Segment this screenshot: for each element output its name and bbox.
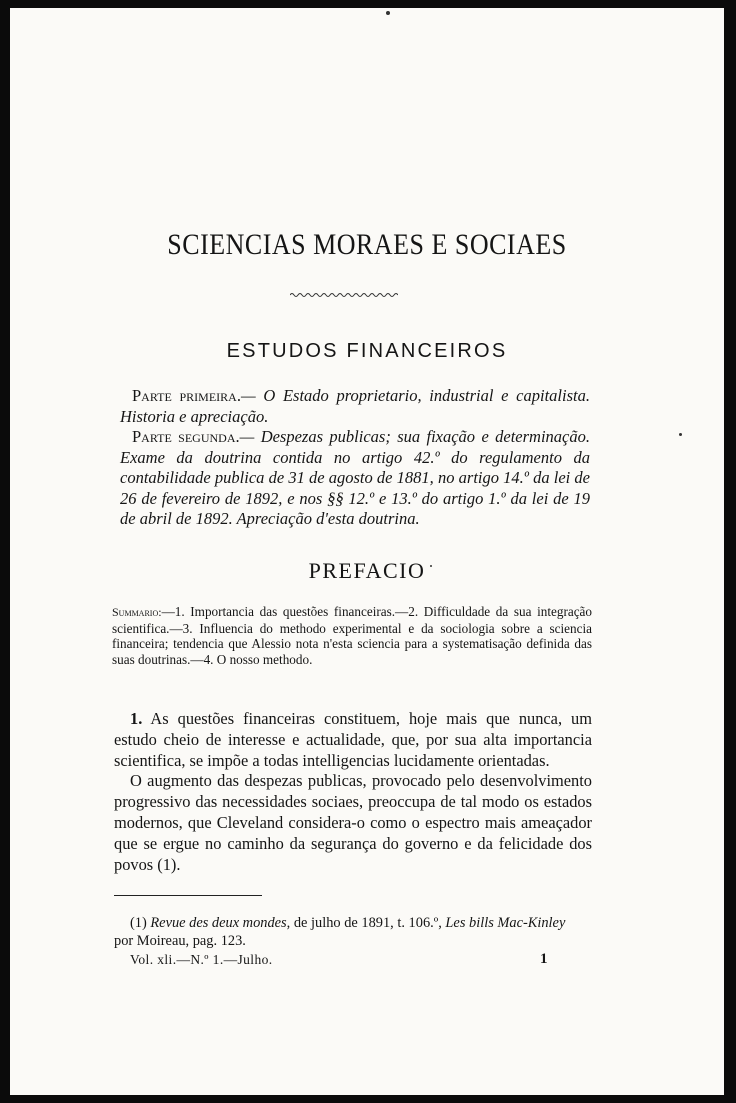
ink-speck: [430, 565, 432, 567]
page-number: 1: [540, 951, 548, 967]
footnote: [114, 914, 594, 950]
part-two-text: — Despezas publicas; sua fixação e determinação. Exame da doutrina contida no artigo 42.º do regulamento da contabilidade publica de 31 de agosto de 1881, no artigo 14.º da lei de 26 de fevereiro de 1892, e nos §§ 12.º e 13.º do artigo 1.º da lei de 19 de abril de 1892. Apreciação d'esta doutrina.: [120, 427, 590, 528]
part-two: [120, 427, 590, 530]
body-text: [114, 709, 592, 875]
footnote-source: Revue des deux mondes: [150, 915, 287, 931]
section-heading: PREFACIO: [308, 558, 426, 583]
ink-speck: [679, 433, 682, 436]
signature-line: Vol. xli.—N.º 1.—Julho.: [130, 952, 273, 967]
parts-description: [120, 386, 590, 530]
footnote-article: Les bills Mac-Kinley: [445, 915, 566, 931]
footnote-marker: (1): [130, 915, 147, 931]
part-one: [120, 386, 590, 427]
paragraph-1: [114, 709, 592, 771]
paragraph-1-number: 1.: [130, 709, 143, 728]
section-subtitle: ESTUDOS FINANCEIROS: [226, 340, 508, 362]
footnote-author: por Moireau, pag. 123.: [114, 933, 246, 949]
summary-label: Summario:: [112, 605, 162, 619]
paragraph-2: O augmento das despezas publicas, provocado pelo desenvolvimento progressivo das necessidades sociaes, preoccupa de tal modo os estados modernos, que Cleveland considera-o como o espectro mais ameaçador que se ergue no caminho da segurança do governo e da felicidade dos povos (1).: [114, 771, 592, 874]
page-title: SCIENCIAS MORAES E SOCIAES: [167, 228, 567, 261]
part-one-label: Parte primeira.: [132, 386, 241, 405]
paragraph-1-text: As questões financeiras constituem, hoje mais que nunca, um estudo cheio de interesse e actualidade, que, por sua alta importancia scientifica, se impõe a todas intelligencias lucidamente orientadas.: [114, 709, 592, 770]
summary: [112, 604, 592, 667]
document-page: [10, 8, 724, 1095]
footnote-date: , de julho de 1891, t. 106.º,: [286, 915, 442, 931]
ornament-divider-icon: [290, 291, 398, 299]
ink-speck: [386, 11, 390, 15]
part-one-text: — O Estado proprietario, industrial e capitalista. Historia e apreciação.: [120, 386, 590, 426]
footnote-divider: [114, 895, 262, 896]
part-two-label: Parte segunda.: [132, 427, 240, 446]
summary-text: —1. Importancia das questões financeiras.—2. Difficuldade da sua integração scientifica.—3. Influencia do methodo experimental e da sociologia sobre a sciencia financeira; tendencia que Alessio nota n'esta sciencia para a systematisação definida das suas doutrinas.—4. O nosso methodo.: [112, 604, 592, 667]
